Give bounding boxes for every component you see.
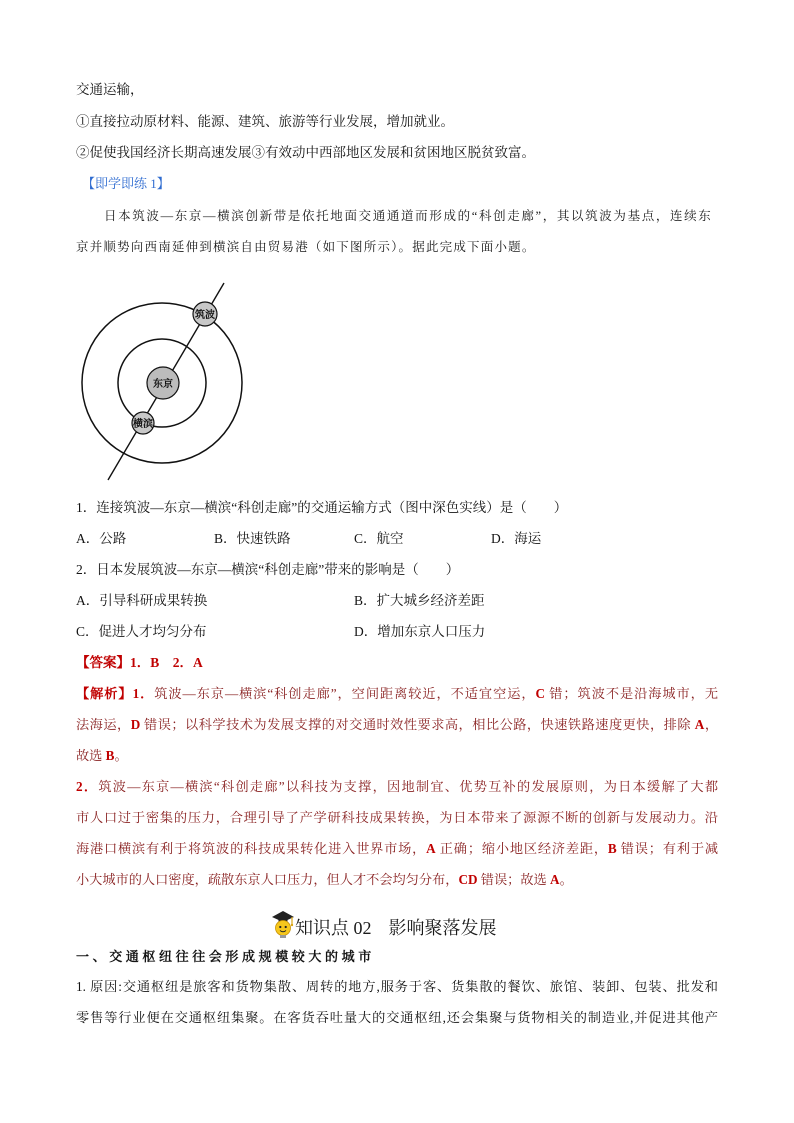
analysis-option-letter: B (607, 841, 617, 856)
analysis-line (76, 685, 718, 703)
yokohama-label: 横滨 (133, 419, 153, 430)
answer-line (76, 654, 203, 672)
analysis-text: 小大城市的人口密度，疏散东京人口压力，但人才不会均匀分布， (76, 872, 459, 887)
corridor-diagram (70, 270, 260, 492)
scholar-icon (271, 909, 295, 939)
practice-tag: 【即学即练 1】 (82, 176, 170, 191)
analysis-text: 错；筑波不是沿海城市，无 (545, 686, 718, 701)
body-line: 1. 原因:交通枢纽是旅客和货物集散、周转的地方,服务于客、货集散的餐饮、旅馆、装卸、包装、批发和 (76, 979, 718, 994)
analysis-line (76, 747, 128, 765)
answer-label: 【答案】 (76, 655, 130, 670)
answer-text: 1．B 2．A (130, 655, 203, 670)
intro-point: ①直接拉动原材料、能源、建筑、旅游等行业发展，增加就业。 (76, 114, 454, 129)
question-1-option-b: B．快速铁路 (214, 531, 291, 546)
analysis-number: 2． (76, 779, 99, 794)
section-title: 一、交通枢纽往往会形成规模较大的城市 (76, 949, 375, 964)
analysis-option-letter: A (426, 841, 436, 856)
analysis-line (76, 809, 718, 827)
practice-stem-line: 京并顺势向西南延伸到横滨自由贸易港（如下图所示）。据此完成下面小题。 (76, 240, 536, 254)
analysis-text: 错误；以科学技术为发展支撑的对交通时效性要求高，相比公路，快速铁路速度更快，排除 (140, 717, 695, 732)
analysis-text: ， (704, 717, 718, 732)
question-2-option-d: D．增加东京人口压力 (354, 624, 486, 639)
body-line: 零售等行业便在交通枢纽集聚。在客货吞吐量大的交通枢纽,还会集聚与货物相关的制造业,并促进其他产 (76, 1010, 718, 1025)
question-1-option-c: C．航空 (354, 531, 404, 546)
question-2-option-c: C．促进人才均匀分布 (76, 624, 207, 639)
question-2-option-a: A．引导科研成果转换 (76, 593, 208, 608)
analysis-label: 【解析】 (76, 686, 133, 701)
analysis-text: 。 (114, 748, 128, 763)
analysis-option-letter: C (535, 686, 546, 701)
question-2-option-b: B．扩大城乡经济差距 (354, 593, 485, 608)
analysis-text: 错误；有利于减 (616, 841, 718, 856)
knowledge-point-number: 知识点 02 (295, 918, 372, 938)
analysis-text: 海港口横滨有利于将筑波的科技成果转化进入世界市场， (76, 841, 427, 856)
analysis-text: 故选 (76, 748, 106, 763)
practice-stem-line: 日本筑波—东京—横滨创新带是依托地面交通通道而形成的“科创走廊”，其以筑波为基点，连续东 (104, 209, 712, 223)
knowledge-point-heading (271, 909, 497, 939)
analysis-option-letter: A (694, 717, 705, 732)
question-1-stem: 1．连接筑波—东京—横滨“科创走廊”的交通运输方式（图中深色实线）是（ ） (76, 500, 568, 515)
analysis-option-letter: D (130, 717, 141, 732)
analysis-line (76, 840, 718, 858)
knowledge-point-title: 影响聚落发展 (388, 918, 497, 938)
intro-point: ②促使我国经济长期高速发展③有效动中西部地区发展和贫困地区脱贫致富。 (76, 145, 535, 160)
analysis-line (76, 871, 573, 889)
question-1-option-a: A．公路 (76, 531, 127, 546)
analysis-option-letter: A (550, 872, 560, 887)
analysis-text: 法海运， (76, 717, 131, 732)
question-1-option-d: D．海运 (491, 531, 542, 546)
tokyo-label: 东京 (153, 379, 173, 390)
analysis-text: 正确；缩小地区经济差距， (435, 841, 608, 856)
analysis-line (76, 778, 718, 796)
analysis-text: 市人口过于密集的压力，合理引导了产学研科技成果转换，为日本带来了源源不断的创新与发展动力。沿 (76, 810, 718, 825)
analysis-number: 1． (132, 686, 155, 701)
question-2-stem: 2．日本发展筑波—东京—横滨“科创走廊”带来的影响是（ ） (76, 562, 460, 577)
analysis-option-letter: CD (458, 872, 478, 887)
analysis-text: 筑波—东京—横滨“科创走廊”，空间距离较近，不适宜空运， (154, 686, 536, 701)
tsukuba-label: 筑波 (195, 310, 215, 321)
analysis-text: 筑波—东京—横滨“科创走廊”以科技为支撑，因地制宜、优势互补的发展原则，为日本缓解了大都 (98, 779, 718, 794)
analysis-option-letter: B (105, 748, 115, 763)
analysis-text: 。 (559, 872, 573, 887)
intro-lead: 交通运输， (76, 82, 144, 97)
analysis-line (76, 716, 718, 734)
analysis-text: 错误；故选 (477, 872, 551, 887)
